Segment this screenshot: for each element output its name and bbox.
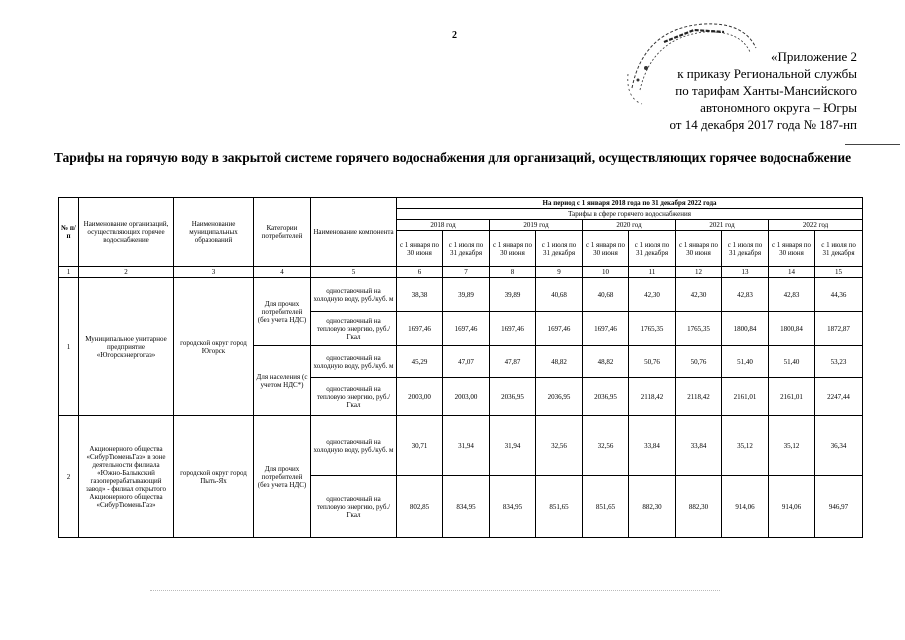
tariff-value: 914,06 [722, 476, 769, 538]
table-row [59, 278, 863, 312]
tariff-value: 42,30 [676, 278, 722, 312]
header-half: с 1 января по 30 июня [676, 231, 722, 267]
tariff-value: 1697,46 [490, 312, 536, 346]
header-half: с 1 июля по 31 декабря [815, 231, 863, 267]
tariff-value: 1872,87 [815, 312, 863, 346]
tariff-value: 1765,35 [629, 312, 676, 346]
tariff-value: 882,30 [629, 476, 676, 538]
tariff-value: 51,40 [769, 346, 815, 378]
column-number: 11 [629, 267, 676, 278]
appendix-line: к приказу Региональной службы [677, 66, 857, 81]
tariff-value: 33,84 [676, 416, 722, 476]
header-tariffs: Тарифы в сфере горячего водоснабжения [397, 209, 863, 220]
tariff-value: 2003,00 [443, 378, 490, 416]
tariff-value: 42,83 [722, 278, 769, 312]
column-number: 9 [536, 267, 583, 278]
table-row [59, 416, 863, 476]
tariff-value: 1800,84 [722, 312, 769, 346]
tariff-value: 851,65 [583, 476, 629, 538]
header-half: с 1 июля по 31 декабря [722, 231, 769, 267]
component-name: одноставочный на тепловую энергию, руб./ Гкал [311, 476, 397, 538]
document-title: Тарифы на горячую воду в закрытой системе горячего водоснабжения для организаций, осуществляющих горячее водоснабжение [53, 150, 852, 165]
tariff-value: 38,38 [397, 278, 443, 312]
tariff-value: 30,71 [397, 416, 443, 476]
header-year: 2021 год [676, 220, 769, 231]
tariff-value: 2247,44 [815, 378, 863, 416]
header-org: Наименование организаций, осуществляющих горячее водоснабжение [79, 198, 174, 267]
component-name: одноставочный на тепловую энергию, руб./ Гкал [311, 378, 397, 416]
tariff-value: 31,94 [443, 416, 490, 476]
tariff-value: 40,68 [536, 278, 583, 312]
header-num: № п/п [59, 198, 79, 267]
tariff-value: 834,95 [443, 476, 490, 538]
tariff-value: 50,76 [629, 346, 676, 378]
header-category: Категории потребителей [254, 198, 311, 267]
tariff-value: 36,34 [815, 416, 863, 476]
divider [150, 590, 720, 591]
header-half: с 1 января по 30 июня [397, 231, 443, 267]
header-year: 2020 год [583, 220, 676, 231]
header-component: Наименование компонента [311, 198, 397, 267]
appendix-line: от 14 декабря 2017 года № 187-нп [669, 117, 857, 132]
tariff-value: 44,36 [815, 278, 863, 312]
municipality-name: городской округ город Пыть-Ях [174, 416, 254, 538]
column-number: 5 [311, 267, 397, 278]
header-half: с 1 июля по 31 декабря [443, 231, 490, 267]
tariff-value: 33,84 [629, 416, 676, 476]
org-name: Акционерного общества «СибурТюменьГаз» в зоне деятельности филиала «Южно-Балыкский газоперерабатывающий завод» - филиал открытого Акционерного общества «СибурТюменьГаз» [79, 416, 174, 538]
component-name: одноставочный на холодную воду, руб./куб. м [311, 346, 397, 378]
header-year: 2022 год [769, 220, 863, 231]
component-name: одноставочный на холодную воду, руб./куб. м [311, 278, 397, 312]
tariff-value: 35,12 [769, 416, 815, 476]
page-number: 2 [452, 30, 457, 41]
tariff-value: 47,87 [490, 346, 536, 378]
tariff-value: 51,40 [722, 346, 769, 378]
tariff-value: 851,65 [536, 476, 583, 538]
tariff-value: 2036,95 [490, 378, 536, 416]
tariff-value: 48,82 [583, 346, 629, 378]
header-year: 2018 год [397, 220, 490, 231]
component-name: одноставочный на холодную воду, руб./куб. м [311, 416, 397, 476]
tariff-value: 53,23 [815, 346, 863, 378]
tariff-value: 32,56 [536, 416, 583, 476]
column-number: 7 [443, 267, 490, 278]
header-half: с 1 января по 30 июня [583, 231, 629, 267]
column-number: 2 [79, 267, 174, 278]
header-municipality: Наименование муниципальных образований [174, 198, 254, 267]
column-number: 14 [769, 267, 815, 278]
tariff-value: 2118,42 [676, 378, 722, 416]
tariff-value: 42,83 [769, 278, 815, 312]
tariff-value: 834,95 [490, 476, 536, 538]
tariff-value: 32,56 [583, 416, 629, 476]
tariff-table [58, 197, 863, 538]
municipality-name: городской округ город Югорск [174, 278, 254, 416]
tariff-value: 1697,46 [536, 312, 583, 346]
tariff-value: 42,30 [629, 278, 676, 312]
column-number: 8 [490, 267, 536, 278]
tariff-value: 48,82 [536, 346, 583, 378]
consumer-category: Для населения (с учетом НДС*) [254, 346, 311, 416]
row-number: 1 [59, 278, 79, 416]
tariff-value: 39,89 [443, 278, 490, 312]
column-number: 1 [59, 267, 79, 278]
column-number: 12 [676, 267, 722, 278]
column-number: 13 [722, 267, 769, 278]
appendix-line: по тарифам Ханты-Мансийского [675, 83, 857, 98]
consumer-category: Для прочих потребителей (без учета НДС) [254, 278, 311, 346]
column-number: 4 [254, 267, 311, 278]
column-number: 10 [583, 267, 629, 278]
tariff-value: 1697,46 [583, 312, 629, 346]
tariff-value: 802,85 [397, 476, 443, 538]
tariff-value: 50,76 [676, 346, 722, 378]
row-number: 2 [59, 416, 79, 538]
header-half: с 1 июля по 31 декабря [629, 231, 676, 267]
tariff-value: 2003,00 [397, 378, 443, 416]
consumer-category: Для прочих потребителей (без учета НДС) [254, 416, 311, 538]
tariff-value: 47,07 [443, 346, 490, 378]
tariff-value: 45,29 [397, 346, 443, 378]
appendix-line: автономного округа – Югры [700, 100, 857, 115]
appendix-line: «Приложение 2 [770, 49, 857, 64]
tariff-value: 1765,35 [676, 312, 722, 346]
column-number: 15 [815, 267, 863, 278]
tariff-value: 35,12 [722, 416, 769, 476]
tariff-value: 40,68 [583, 278, 629, 312]
tariff-value: 1800,84 [769, 312, 815, 346]
tariff-value: 2036,95 [583, 378, 629, 416]
tariff-value: 914,06 [769, 476, 815, 538]
tariff-value: 1697,46 [397, 312, 443, 346]
column-number-row [59, 267, 863, 278]
tariff-value: 946,97 [815, 476, 863, 538]
tariff-value: 882,30 [676, 476, 722, 538]
divider [845, 144, 900, 145]
appendix-block [669, 48, 857, 133]
tariff-value: 2118,42 [629, 378, 676, 416]
tariff-value: 2036,95 [536, 378, 583, 416]
component-name: одноставочный на тепловую энергию, руб./ Гкал [311, 312, 397, 346]
column-number: 3 [174, 267, 254, 278]
tariff-value: 1697,46 [443, 312, 490, 346]
header-period: На период с 1 января 2018 года по 31 декабря 2022 года [397, 198, 863, 209]
tariff-value: 2161,01 [722, 378, 769, 416]
header-half: с 1 января по 30 июня [769, 231, 815, 267]
tariff-value: 31,94 [490, 416, 536, 476]
header-half: с 1 января по 30 июня [490, 231, 536, 267]
header-year: 2019 год [490, 220, 583, 231]
tariff-value: 39,89 [490, 278, 536, 312]
column-number: 6 [397, 267, 443, 278]
tariff-value: 2161,01 [769, 378, 815, 416]
header-half: с 1 июля по 31 декабря [536, 231, 583, 267]
org-name: Муниципальное унитарное предприятие «Югорскэнергогаз» [79, 278, 174, 416]
